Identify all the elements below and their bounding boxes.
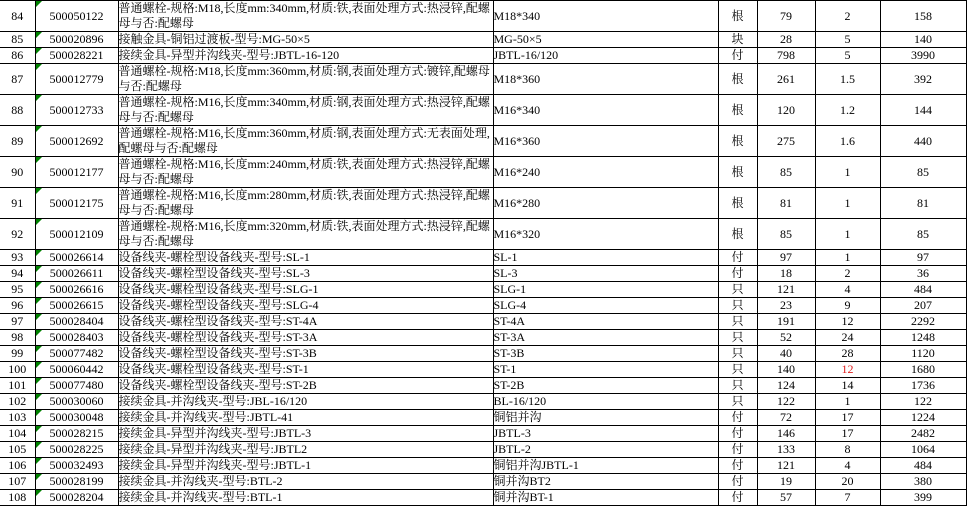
total-count-cell[interactable]: 144 — [880, 95, 966, 126]
total-count-cell[interactable]: 1248 — [880, 330, 966, 346]
row-number-cell[interactable]: 108 — [0, 490, 35, 506]
unit-cell[interactable]: 付 — [718, 48, 757, 64]
quantity-cell[interactable]: 122 — [757, 394, 815, 410]
unit-cell[interactable]: 付 — [718, 410, 757, 426]
error-triangle-icon — [36, 32, 42, 38]
spec-model-cell[interactable]: ST-3B — [493, 346, 718, 362]
spec-model-cell[interactable]: JBTL-3 — [493, 426, 718, 442]
error-triangle-icon — [36, 1, 42, 7]
error-triangle-icon — [36, 394, 42, 400]
total-count-cell[interactable]: 1064 — [880, 442, 966, 458]
material-code-cell[interactable] — [35, 410, 118, 426]
total-count-cell[interactable]: 1224 — [880, 410, 966, 426]
unit-cell[interactable]: 只 — [718, 282, 757, 298]
material-code-cell[interactable] — [35, 188, 118, 219]
table-row — [0, 48, 966, 64]
quantity-cell[interactable]: 191 — [757, 314, 815, 330]
unit-cell[interactable]: 只 — [718, 314, 757, 330]
row-number-cell[interactable]: 96 — [0, 298, 35, 314]
quantity-cell[interactable]: 140 — [757, 362, 815, 378]
material-code-cell[interactable] — [35, 157, 118, 188]
material-code-text: 500030048 — [49, 410, 104, 424]
per-unit-count-cell[interactable]: 1.2 — [815, 95, 880, 126]
total-count-cell[interactable]: 2482 — [880, 426, 966, 442]
table-row — [0, 394, 966, 410]
quantity-cell[interactable]: 146 — [757, 426, 815, 442]
per-unit-count-cell[interactable]: 12 — [815, 362, 880, 378]
material-code-cell[interactable] — [35, 64, 118, 95]
row-number-cell[interactable]: 100 — [0, 362, 35, 378]
unit-cell[interactable]: 付 — [718, 250, 757, 266]
row-number-cell[interactable]: 95 — [0, 282, 35, 298]
per-unit-count-cell[interactable]: 1 — [815, 250, 880, 266]
per-unit-count-cell[interactable]: 12 — [815, 314, 880, 330]
material-code-cell[interactable] — [35, 250, 118, 266]
error-triangle-icon — [36, 188, 42, 194]
spec-model-cell[interactable]: ST-4A — [493, 314, 718, 330]
total-count-cell[interactable]: 3990 — [880, 48, 966, 64]
table-row — [0, 362, 966, 378]
table-row — [0, 126, 966, 157]
table-row — [0, 458, 966, 474]
per-unit-count-cell[interactable]: 20 — [815, 474, 880, 490]
error-triangle-icon — [36, 346, 42, 352]
material-code-text: 500028199 — [49, 474, 104, 488]
material-code-text: 500012175 — [49, 195, 104, 210]
material-code-text: 500030060 — [49, 394, 104, 408]
row-number-cell[interactable]: 103 — [0, 410, 35, 426]
material-code-cell[interactable] — [35, 330, 118, 346]
quantity-cell[interactable]: 120 — [757, 95, 815, 126]
per-unit-count-cell[interactable]: 1.5 — [815, 64, 880, 95]
per-unit-count-cell[interactable]: 5 — [815, 48, 880, 64]
total-count-cell[interactable]: 484 — [880, 282, 966, 298]
material-code-cell[interactable] — [35, 394, 118, 410]
total-count-cell[interactable]: 81 — [880, 188, 966, 219]
quantity-cell[interactable]: 23 — [757, 298, 815, 314]
material-code-cell[interactable] — [35, 298, 118, 314]
unit-cell[interactable]: 根 — [718, 126, 757, 157]
quantity-cell[interactable]: 40 — [757, 346, 815, 362]
table-row — [0, 282, 966, 298]
unit-cell[interactable]: 付 — [718, 426, 757, 442]
total-count-cell[interactable]: 85 — [880, 157, 966, 188]
row-number-cell[interactable]: 104 — [0, 426, 35, 442]
unit-cell[interactable]: 根 — [718, 219, 757, 250]
spec-model-cell[interactable]: M16*240 — [493, 157, 718, 188]
material-code-text: 500026615 — [49, 298, 104, 312]
row-number-cell[interactable]: 98 — [0, 330, 35, 346]
total-count-cell[interactable]: 140 — [880, 32, 966, 48]
spec-model-cell[interactable]: MG-50×5 — [493, 32, 718, 48]
table-row — [0, 490, 966, 506]
spec-model-cell[interactable]: ST-2B — [493, 378, 718, 394]
spec-model-cell[interactable]: M18*340 — [493, 1, 718, 32]
per-unit-count-cell[interactable]: 4 — [815, 282, 880, 298]
error-triangle-icon — [36, 458, 42, 464]
material-code-text: 500012692 — [49, 133, 104, 148]
error-triangle-icon — [36, 314, 42, 320]
per-unit-count-cell[interactable]: 2 — [815, 266, 880, 282]
table-row — [0, 442, 966, 458]
per-unit-count-cell[interactable]: 1 — [815, 188, 880, 219]
table-row — [0, 1, 966, 32]
total-count-cell[interactable]: 380 — [880, 474, 966, 490]
material-code-text: 500028221 — [49, 48, 104, 62]
material-description-cell[interactable]: 设备线夹-螺栓型设备线夹-型号:ST-3A — [118, 330, 493, 346]
per-unit-count-cell[interactable]: 17 — [815, 426, 880, 442]
total-count-cell[interactable]: 158 — [880, 1, 966, 32]
material-code-text: 500028404 — [49, 314, 104, 328]
spreadsheet-body — [0, 1, 966, 506]
material-description-cell[interactable]: 设备线夹-螺栓型设备线夹-型号:ST-4A — [118, 314, 493, 330]
material-description-cell[interactable]: 接续金具-异型并沟线夹-型号:JBTL-16-120 — [118, 48, 493, 64]
table-row — [0, 330, 966, 346]
spec-model-cell[interactable]: 铜并沟BT2 — [493, 474, 718, 490]
error-triangle-icon — [36, 298, 42, 304]
total-count-cell[interactable]: 2292 — [880, 314, 966, 330]
material-code-text: 500012779 — [49, 71, 104, 86]
quantity-cell[interactable]: 79 — [757, 1, 815, 32]
table-row — [0, 266, 966, 282]
spec-model-cell[interactable]: 铜铝并沟JBTL-1 — [493, 458, 718, 474]
material-description-cell[interactable]: 接续金具-并沟线夹-型号:JBTL-41 — [118, 410, 493, 426]
unit-cell[interactable]: 只 — [718, 346, 757, 362]
quantity-cell[interactable]: 18 — [757, 266, 815, 282]
row-number-cell[interactable]: 92 — [0, 219, 35, 250]
table-row — [0, 346, 966, 362]
quantity-cell[interactable]: 121 — [757, 282, 815, 298]
row-number-cell[interactable]: 94 — [0, 266, 35, 282]
material-code-text: 500026614 — [49, 250, 104, 264]
error-triangle-icon — [36, 48, 42, 54]
spec-model-cell[interactable]: 铜并沟BT-1 — [493, 490, 718, 506]
material-code-cell[interactable] — [35, 95, 118, 126]
material-code-text: 500028215 — [49, 426, 104, 440]
table-row — [0, 378, 966, 394]
material-code-text: 500028204 — [49, 490, 104, 504]
table-row — [0, 32, 966, 48]
error-triangle-icon — [36, 330, 42, 336]
material-code-cell[interactable] — [35, 378, 118, 394]
row-number-cell[interactable]: 99 — [0, 346, 35, 362]
total-count-cell[interactable]: 207 — [880, 298, 966, 314]
unit-cell[interactable]: 只 — [718, 378, 757, 394]
error-triangle-icon — [36, 95, 42, 101]
spec-model-cell[interactable]: JBTL-2 — [493, 442, 718, 458]
error-triangle-icon — [36, 410, 42, 416]
spec-model-cell[interactable]: 铜铝并沟 — [493, 410, 718, 426]
material-description-cell[interactable]: 普通螺栓-规格:M16,长度mm:360mm,材质:钢,表面处理方式:无表面处理,配螺母与否:配螺母 — [118, 126, 493, 157]
quantity-cell[interactable]: 97 — [757, 250, 815, 266]
material-description-cell[interactable]: 设备线夹-螺栓型设备线夹-型号:SLG-1 — [118, 282, 493, 298]
quantity-cell[interactable]: 52 — [757, 330, 815, 346]
row-number-cell[interactable]: 84 — [0, 1, 35, 32]
total-count-cell[interactable]: 36 — [880, 266, 966, 282]
unit-cell[interactable]: 只 — [718, 298, 757, 314]
material-code-text: 500012177 — [49, 164, 104, 179]
material-description-cell[interactable]: 普通螺栓-规格:M16,长度mm:340mm,材质:钢,表面处理方式:热浸锌,配螺母与否:配螺母 — [118, 95, 493, 126]
per-unit-count-cell[interactable]: 7 — [815, 490, 880, 506]
total-count-cell[interactable]: 1680 — [880, 362, 966, 378]
row-number-cell[interactable]: 107 — [0, 474, 35, 490]
row-number-cell[interactable]: 97 — [0, 314, 35, 330]
material-description-cell[interactable]: 设备线夹-螺栓型设备线夹-型号:SL-1 — [118, 250, 493, 266]
material-code-cell[interactable] — [35, 126, 118, 157]
total-count-cell[interactable]: 122 — [880, 394, 966, 410]
table-row — [0, 157, 966, 188]
material-description-cell[interactable]: 设备线夹-螺栓型设备线夹-型号:ST-2B — [118, 378, 493, 394]
error-triangle-icon — [36, 490, 42, 496]
spec-model-cell[interactable]: SLG-4 — [493, 298, 718, 314]
per-unit-count-cell[interactable]: 17 — [815, 410, 880, 426]
error-triangle-icon — [36, 219, 42, 225]
quantity-cell[interactable]: 28 — [757, 32, 815, 48]
quantity-cell[interactable]: 85 — [757, 157, 815, 188]
material-description-cell[interactable]: 接续金具-异型并沟线夹-型号:JBTL2 — [118, 442, 493, 458]
unit-cell[interactable]: 付 — [718, 490, 757, 506]
material-code-text: 500020896 — [49, 32, 104, 46]
row-number-cell[interactable]: 102 — [0, 394, 35, 410]
spec-model-cell[interactable]: JBTL-16/120 — [493, 48, 718, 64]
material-code-cell[interactable] — [35, 442, 118, 458]
spec-model-cell[interactable]: M18*360 — [493, 64, 718, 95]
table-row — [0, 219, 966, 250]
per-unit-count-cell[interactable]: 1 — [815, 219, 880, 250]
row-number-cell[interactable]: 89 — [0, 126, 35, 157]
per-unit-count-cell[interactable]: 24 — [815, 330, 880, 346]
error-triangle-icon — [36, 426, 42, 432]
error-triangle-icon — [36, 378, 42, 384]
total-count-cell[interactable]: 399 — [880, 490, 966, 506]
quantity-cell[interactable]: 275 — [757, 126, 815, 157]
total-count-cell[interactable]: 97 — [880, 250, 966, 266]
unit-cell[interactable]: 根 — [718, 157, 757, 188]
table-row — [0, 426, 966, 442]
spec-model-cell[interactable]: SLG-1 — [493, 282, 718, 298]
row-number-cell[interactable]: 93 — [0, 250, 35, 266]
total-count-cell[interactable]: 440 — [880, 126, 966, 157]
material-code-cell[interactable] — [35, 314, 118, 330]
total-count-cell[interactable]: 392 — [880, 64, 966, 95]
quantity-cell[interactable]: 85 — [757, 219, 815, 250]
material-description-cell[interactable]: 设备线夹-螺栓型设备线夹-型号:SLG-4 — [118, 298, 493, 314]
unit-cell[interactable]: 付 — [718, 266, 757, 282]
material-description-cell[interactable]: 接续金具-并沟线夹-型号:BTL-2 — [118, 474, 493, 490]
error-triangle-icon — [36, 250, 42, 256]
table-row — [0, 298, 966, 314]
material-code-cell[interactable] — [35, 1, 118, 32]
error-triangle-icon — [36, 282, 42, 288]
error-triangle-icon — [36, 474, 42, 480]
unit-cell[interactable]: 付 — [718, 442, 757, 458]
spec-model-cell[interactable]: BL-16/120 — [493, 394, 718, 410]
error-triangle-icon — [36, 362, 42, 368]
unit-cell[interactable]: 只 — [718, 330, 757, 346]
material-code-text: 500077482 — [49, 346, 104, 360]
error-triangle-icon — [36, 442, 42, 448]
unit-cell[interactable]: 付 — [718, 458, 757, 474]
spec-model-cell[interactable]: ST-1 — [493, 362, 718, 378]
quantity-cell[interactable]: 798 — [757, 48, 815, 64]
material-description-cell[interactable]: 接续金具-异型并沟线夹-型号:JBTL-3 — [118, 426, 493, 442]
material-description-cell[interactable]: 普通螺栓-规格:M16,长度mm:280mm,材质:铁,表面处理方式:热浸锌,配螺母与否:配螺母 — [118, 188, 493, 219]
material-code-text: 500026616 — [49, 282, 104, 296]
material-description-cell[interactable]: 普通螺栓-规格:M18,长度mm:340mm,材质:铁,表面处理方式:热浸锌,配螺母与否:配螺母 — [118, 1, 493, 32]
unit-cell[interactable]: 根 — [718, 1, 757, 32]
unit-cell[interactable]: 块 — [718, 32, 757, 48]
material-code-text: 500077480 — [49, 378, 104, 392]
material-code-cell[interactable] — [35, 219, 118, 250]
row-number-cell[interactable]: 87 — [0, 64, 35, 95]
material-code-text: 500050122 — [49, 8, 104, 23]
per-unit-count-cell[interactable]: 4 — [815, 458, 880, 474]
material-description-cell[interactable]: 设备线夹-螺栓型设备线夹-型号:ST-3B — [118, 346, 493, 362]
material-code-text: 500028225 — [49, 442, 104, 456]
unit-cell[interactable]: 根 — [718, 188, 757, 219]
unit-cell[interactable]: 根 — [718, 64, 757, 95]
spec-model-cell[interactable]: ST-3A — [493, 330, 718, 346]
per-unit-count-cell[interactable]: 1.6 — [815, 126, 880, 157]
spec-model-cell[interactable]: M16*360 — [493, 126, 718, 157]
table-row — [0, 314, 966, 330]
material-description-cell[interactable]: 接续金具-并沟线夹-型号:BTL-1 — [118, 490, 493, 506]
unit-cell[interactable]: 根 — [718, 95, 757, 126]
total-count-cell[interactable]: 1736 — [880, 378, 966, 394]
row-number-cell[interactable]: 91 — [0, 188, 35, 219]
material-code-text: 500032493 — [49, 458, 104, 472]
material-description-cell[interactable]: 普通螺栓-规格:M16,长度mm:320mm,材质:铁,表面处理方式:热浸锌,配螺母与否:配螺母 — [118, 219, 493, 250]
material-description-cell[interactable]: 设备线夹-螺栓型设备线夹-型号:SL-3 — [118, 266, 493, 282]
quantity-cell[interactable]: 81 — [757, 188, 815, 219]
material-code-cell[interactable] — [35, 48, 118, 64]
spec-model-cell[interactable]: M16*340 — [493, 95, 718, 126]
error-triangle-icon — [36, 157, 42, 163]
per-unit-count-cell[interactable]: 28 — [815, 346, 880, 362]
material-code-text: 500012733 — [49, 102, 104, 117]
error-triangle-icon — [36, 126, 42, 132]
spec-model-cell[interactable]: M16*280 — [493, 188, 718, 219]
table-row — [0, 95, 966, 126]
material-code-cell[interactable] — [35, 458, 118, 474]
material-description-cell[interactable]: 接触金具-铜铝过渡板-型号:MG-50×5 — [118, 32, 493, 48]
per-unit-count-cell[interactable]: 5 — [815, 32, 880, 48]
error-triangle-icon — [36, 266, 42, 272]
total-count-cell[interactable]: 484 — [880, 458, 966, 474]
material-description-cell[interactable]: 普通螺栓-规格:M18,长度mm:360mm,材质:钢,表面处理方式:镀锌,配螺母与否:配螺母 — [118, 64, 493, 95]
material-description-cell[interactable]: 接续金具-并沟线夹-型号:JBL-16/120 — [118, 394, 493, 410]
quantity-cell[interactable]: 72 — [757, 410, 815, 426]
quantity-cell[interactable]: 19 — [757, 474, 815, 490]
row-number-cell[interactable]: 105 — [0, 442, 35, 458]
row-number-cell[interactable]: 85 — [0, 32, 35, 48]
material-code-text: 500026611 — [49, 266, 104, 280]
material-code-text: 500060442 — [49, 362, 104, 376]
per-unit-count-cell[interactable]: 1 — [815, 394, 880, 410]
quantity-cell[interactable]: 121 — [757, 458, 815, 474]
per-unit-count-cell[interactable]: 14 — [815, 378, 880, 394]
unit-cell[interactable]: 只 — [718, 362, 757, 378]
material-code-cell[interactable] — [35, 346, 118, 362]
row-number-cell[interactable]: 90 — [0, 157, 35, 188]
material-code-cell[interactable] — [35, 474, 118, 490]
table-row — [0, 188, 966, 219]
total-count-cell[interactable]: 85 — [880, 219, 966, 250]
row-number-cell[interactable]: 106 — [0, 458, 35, 474]
row-number-cell[interactable]: 88 — [0, 95, 35, 126]
spec-model-cell[interactable]: SL-3 — [493, 266, 718, 282]
material-code-text: 500028403 — [49, 330, 104, 344]
quantity-cell[interactable]: 57 — [757, 490, 815, 506]
quantity-cell[interactable]: 124 — [757, 378, 815, 394]
material-code-cell[interactable] — [35, 282, 118, 298]
table-row — [0, 250, 966, 266]
row-number-cell[interactable]: 86 — [0, 48, 35, 64]
per-unit-count-cell[interactable]: 8 — [815, 442, 880, 458]
table-row — [0, 474, 966, 490]
table-row — [0, 64, 966, 95]
material-code-cell[interactable] — [35, 490, 118, 506]
material-description-cell[interactable]: 接续金具-异型并沟线夹-型号:JBTL-1 — [118, 458, 493, 474]
material-code-cell[interactable] — [35, 426, 118, 442]
material-description-cell[interactable]: 设备线夹-螺栓型设备线夹-型号:ST-1 — [118, 362, 493, 378]
material-code-cell[interactable] — [35, 32, 118, 48]
material-code-cell[interactable] — [35, 362, 118, 378]
error-triangle-icon — [36, 64, 42, 70]
per-unit-count-cell[interactable]: 2 — [815, 1, 880, 32]
table-row — [0, 410, 966, 426]
unit-cell[interactable]: 付 — [718, 474, 757, 490]
spec-model-cell[interactable]: M16*320 — [493, 219, 718, 250]
per-unit-count-cell[interactable]: 9 — [815, 298, 880, 314]
row-number-cell[interactable]: 101 — [0, 378, 35, 394]
spec-model-cell[interactable]: SL-1 — [493, 250, 718, 266]
material-description-cell[interactable]: 普通螺栓-规格:M16,长度mm:240mm,材质:铁,表面处理方式:热浸锌,配螺母与否:配螺母 — [118, 157, 493, 188]
per-unit-count-cell[interactable]: 1 — [815, 157, 880, 188]
unit-cell[interactable]: 只 — [718, 394, 757, 410]
material-code-text: 500012109 — [49, 226, 104, 241]
quantity-cell[interactable]: 133 — [757, 442, 815, 458]
material-code-cell[interactable] — [35, 266, 118, 282]
total-count-cell[interactable]: 1120 — [880, 346, 966, 362]
quantity-cell[interactable]: 261 — [757, 64, 815, 95]
